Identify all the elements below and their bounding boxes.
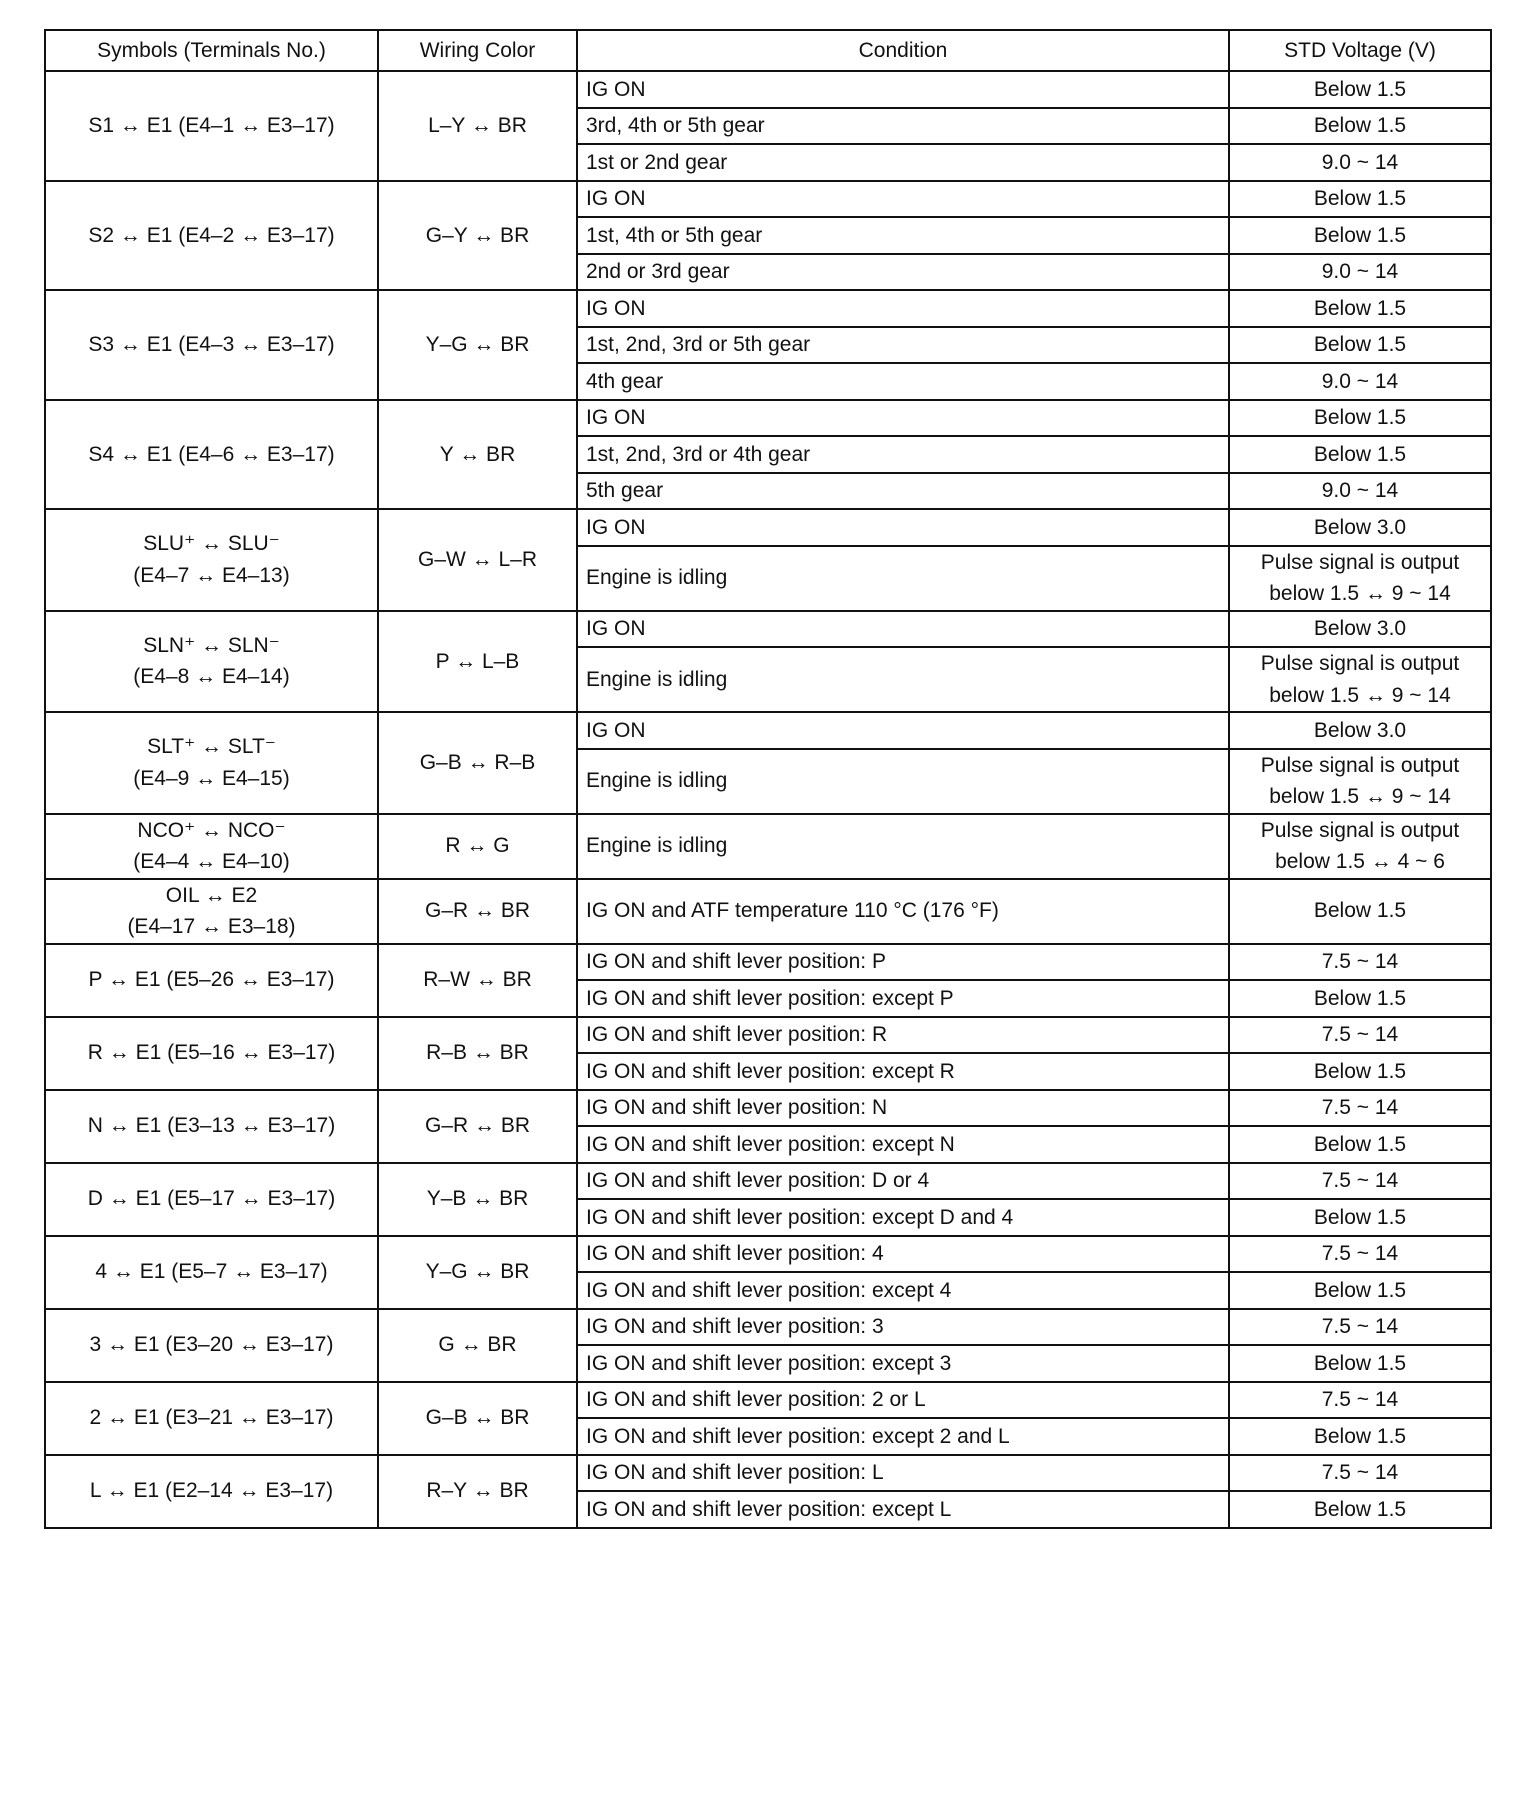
table-row: [45, 611, 1491, 648]
std-voltage-cell: [1229, 879, 1491, 944]
table-body: [45, 71, 1491, 1528]
condition-cell: IG ON: [577, 400, 1229, 437]
voltage-text: Below 1.5: [1313, 1205, 1407, 1229]
symbol-text: P ↔ E1 (E5–26 ↔ E3–17): [88, 968, 335, 992]
voltage-text: Below 1.5: [1313, 1278, 1407, 1302]
symbol-cell: [45, 1309, 378, 1382]
condition-cell: 1st, 2nd, 3rd or 5th gear: [577, 327, 1229, 364]
voltage-text: Below 1.5: [1313, 1132, 1407, 1156]
voltage-text: below 1.5 ↔ 9 ~ 14: [1269, 582, 1451, 605]
ecu-terminal-voltage-table: [44, 29, 1492, 1529]
symbol-text: R ↔ E1 (E5–16 ↔ E3–17): [87, 1041, 336, 1065]
wiring-color-cell: Y–G ↔ BR: [378, 290, 577, 400]
condition-cell: IG ON and shift lever position: 3: [577, 1309, 1229, 1346]
symbol-text: (E4–4 ↔ E4–10): [133, 850, 290, 873]
std-voltage-cell: [1229, 71, 1491, 108]
voltage-text: 9.0 ~ 14: [1321, 479, 1399, 502]
wiring-color-cell: G–R ↔ BR: [378, 1090, 577, 1163]
symbol-text: (E4–17 ↔ E3–18): [127, 915, 296, 938]
std-voltage-cell: [1229, 712, 1491, 749]
wiring-color-cell: Y ↔ BR: [378, 400, 577, 510]
voltage-text: Pulse signal is output: [1260, 652, 1460, 675]
voltage-text: 7.5 ~ 14: [1321, 1023, 1399, 1046]
symbol-text: N ↔ E1 (E3–13 ↔ E3–17): [87, 1114, 336, 1138]
voltage-text: 7.5 ~ 14: [1321, 1461, 1399, 1484]
symbol-text: D ↔ E1 (E5–17 ↔ E3–17): [87, 1187, 336, 1211]
voltage-text: Pulse signal is output: [1260, 550, 1460, 574]
header-wiring-color: Wiring Color: [378, 30, 577, 71]
table-row: [45, 1236, 1491, 1273]
condition-cell: IG ON: [577, 611, 1229, 648]
condition-cell: IG ON and shift lever position: except D and 4: [577, 1199, 1229, 1236]
voltage-text: Below 1.5: [1313, 1059, 1407, 1083]
symbol-text: SLU⁺ ↔ SLU⁻: [143, 532, 280, 556]
condition-cell: IG ON and shift lever position: N: [577, 1090, 1229, 1127]
symbol-text: 4 ↔ E1 (E5–7 ↔ E3–17): [95, 1260, 328, 1284]
wiring-color-cell: Y–B ↔ BR: [378, 1163, 577, 1236]
table-row: [45, 1163, 1491, 1200]
symbol-cell: [45, 611, 378, 713]
condition-cell: IG ON: [577, 509, 1229, 546]
condition-cell: IG ON and shift lever position: L: [577, 1455, 1229, 1492]
voltage-text: Below 3.0: [1313, 617, 1407, 640]
std-voltage-cell: [1229, 1491, 1491, 1528]
symbol-text: (E4–9 ↔ E4–15): [133, 766, 290, 790]
std-voltage-cell: [1229, 1455, 1491, 1492]
wiring-color-cell: R–Y ↔ BR: [378, 1455, 577, 1528]
header-std-voltage: STD Voltage (V): [1229, 30, 1491, 71]
condition-cell: IG ON and shift lever position: R: [577, 1017, 1229, 1054]
std-voltage-cell: [1229, 611, 1491, 648]
wiring-color-cell: R–W ↔ BR: [378, 944, 577, 1017]
voltage-text: 9.0 ~ 14: [1321, 150, 1399, 174]
voltage-text: below 1.5 ↔ 4 ~ 6: [1275, 850, 1445, 873]
symbol-text: S2 ↔ E1 (E4–2 ↔ E3–17): [88, 223, 335, 247]
std-voltage-cell: [1229, 1090, 1491, 1127]
voltage-text: Below 3.0: [1313, 718, 1407, 742]
voltage-text: Below 1.5: [1313, 1351, 1407, 1375]
voltage-text: 9.0 ~ 14: [1321, 260, 1399, 283]
voltage-text: Below 1.5: [1313, 1497, 1407, 1521]
voltage-text: Below 3.0: [1313, 515, 1407, 539]
condition-cell: IG ON and shift lever position: D or 4: [577, 1163, 1229, 1200]
symbol-cell: [45, 400, 378, 510]
symbol-text: 2 ↔ E1 (E3–21 ↔ E3–17): [89, 1406, 334, 1430]
condition-cell: IG ON and shift lever position: except 2 and L: [577, 1418, 1229, 1455]
wiring-color-cell: G ↔ BR: [378, 1309, 577, 1382]
voltage-text: Below 1.5: [1313, 296, 1407, 320]
std-voltage-cell: [1229, 363, 1491, 400]
std-voltage-cell: [1229, 1163, 1491, 1200]
std-voltage-cell: [1229, 1272, 1491, 1309]
symbol-cell: [45, 181, 378, 291]
voltage-text: Below 1.5: [1313, 442, 1407, 466]
table-row: [45, 1309, 1491, 1346]
voltage-text: 7.5 ~ 14: [1321, 950, 1399, 973]
std-voltage-cell: [1229, 1382, 1491, 1419]
symbol-text: OIL ↔ E2: [165, 883, 258, 907]
voltage-text: Pulse signal is output: [1260, 753, 1460, 777]
table-row: [45, 1455, 1491, 1492]
voltage-text: 7.5 ~ 14: [1321, 1242, 1399, 1265]
condition-cell: Engine is idling: [577, 749, 1229, 814]
symbol-cell: [45, 1163, 378, 1236]
std-voltage-cell: [1229, 1418, 1491, 1455]
std-voltage-cell: [1229, 400, 1491, 437]
symbol-cell: [45, 1455, 378, 1528]
std-voltage-cell: [1229, 217, 1491, 254]
std-voltage-cell: [1229, 546, 1491, 611]
std-voltage-cell: [1229, 944, 1491, 981]
condition-cell: IG ON and shift lever position: except L: [577, 1491, 1229, 1528]
symbol-cell: [45, 290, 378, 400]
voltage-text: 9.0 ~ 14: [1321, 369, 1399, 393]
condition-cell: IG ON: [577, 290, 1229, 327]
std-voltage-cell: [1229, 647, 1491, 712]
condition-cell: 5th gear: [577, 473, 1229, 510]
header-condition: Condition: [577, 30, 1229, 71]
wiring-color-cell: G–B ↔ R–B: [378, 712, 577, 814]
voltage-text: Below 1.5: [1313, 1424, 1407, 1448]
std-voltage-cell: [1229, 814, 1491, 879]
std-voltage-cell: [1229, 1017, 1491, 1054]
table-row: [45, 181, 1491, 218]
table-row: [45, 814, 1491, 879]
symbol-text: NCO⁺ ↔ NCO⁻: [137, 818, 286, 842]
voltage-text: below 1.5 ↔ 9 ~ 14: [1269, 785, 1451, 808]
table-row: [45, 712, 1491, 749]
condition-cell: IG ON: [577, 712, 1229, 749]
table-row: [45, 879, 1491, 944]
symbol-cell: [45, 1090, 378, 1163]
wiring-color-cell: G–Y ↔ BR: [378, 181, 577, 291]
condition-cell: Engine is idling: [577, 546, 1229, 611]
symbol-cell: [45, 879, 378, 944]
wiring-color-cell: R–B ↔ BR: [378, 1017, 577, 1090]
voltage-text: 7.5 ~ 14: [1321, 1169, 1399, 1192]
condition-cell: 2nd or 3rd gear: [577, 254, 1229, 291]
wiring-color-cell: G–R ↔ BR: [378, 879, 577, 944]
condition-cell: IG ON: [577, 181, 1229, 218]
voltage-text: Pulse signal is output: [1260, 818, 1460, 842]
condition-cell: Engine is idling: [577, 647, 1229, 712]
table-row: [45, 944, 1491, 981]
symbol-text: L ↔ E1 (E2–14 ↔ E3–17): [89, 1479, 334, 1503]
symbol-cell: [45, 71, 378, 181]
symbol-text: SLT⁺ ↔ SLT⁻: [147, 735, 276, 759]
voltage-text: Below 1.5: [1313, 406, 1407, 429]
condition-cell: IG ON and shift lever position: except R: [577, 1053, 1229, 1090]
voltage-text: Below 1.5: [1313, 899, 1407, 923]
voltage-text: 7.5 ~ 14: [1321, 1315, 1399, 1338]
voltage-text: 7.5 ~ 14: [1321, 1096, 1399, 1119]
table-row: [45, 290, 1491, 327]
voltage-text: Below 1.5: [1313, 333, 1407, 356]
table-header: [45, 30, 1491, 71]
std-voltage-cell: [1229, 1199, 1491, 1236]
std-voltage-cell: [1229, 181, 1491, 218]
std-voltage-cell: [1229, 509, 1491, 546]
voltage-text: Below 1.5: [1313, 223, 1407, 247]
table-row: [45, 400, 1491, 437]
wiring-color-cell: R ↔ G: [378, 814, 577, 879]
std-voltage-cell: [1229, 327, 1491, 364]
std-voltage-cell: [1229, 1053, 1491, 1090]
std-voltage-cell: [1229, 1309, 1491, 1346]
std-voltage-cell: [1229, 108, 1491, 145]
condition-cell: IG ON and shift lever position: 2 or L: [577, 1382, 1229, 1419]
condition-cell: IG ON and shift lever position: except 4: [577, 1272, 1229, 1309]
condition-cell: 3rd, 4th or 5th gear: [577, 108, 1229, 145]
table-row: [45, 509, 1491, 546]
wiring-color-cell: Y–G ↔ BR: [378, 1236, 577, 1309]
condition-cell: IG ON and shift lever position: except 3: [577, 1345, 1229, 1382]
wiring-color-cell: G–W ↔ L–R: [378, 509, 577, 611]
condition-cell: Engine is idling: [577, 814, 1229, 879]
voltage-text: Below 1.5: [1313, 187, 1407, 210]
table-row: [45, 1382, 1491, 1419]
std-voltage-cell: [1229, 144, 1491, 181]
condition-cell: 4th gear: [577, 363, 1229, 400]
std-voltage-cell: [1229, 980, 1491, 1017]
std-voltage-cell: [1229, 473, 1491, 510]
symbol-text: S1 ↔ E1 (E4–1 ↔ E3–17): [88, 114, 335, 137]
symbol-cell: [45, 814, 378, 879]
symbol-cell: [45, 944, 378, 1017]
condition-cell: IG ON and ATF temperature 110 °C (176 °F): [577, 879, 1229, 944]
header-symbols: Symbols (Terminals No.): [45, 30, 378, 71]
std-voltage-cell: [1229, 749, 1491, 814]
condition-cell: 1st, 2nd, 3rd or 4th gear: [577, 436, 1229, 473]
symbol-cell: [45, 712, 378, 814]
voltage-text: 7.5 ~ 14: [1321, 1388, 1399, 1411]
condition-cell: 1st, 4th or 5th gear: [577, 217, 1229, 254]
voltage-text: Below 1.5: [1313, 77, 1407, 101]
table-row: [45, 1090, 1491, 1127]
symbol-text: S4 ↔ E1 (E4–6 ↔ E3–17): [88, 442, 335, 466]
wiring-color-cell: G–B ↔ BR: [378, 1382, 577, 1455]
wiring-color-cell: L–Y ↔ BR: [378, 71, 577, 181]
condition-cell: IG ON: [577, 71, 1229, 108]
symbol-cell: [45, 1236, 378, 1309]
voltage-text: Below 1.5: [1313, 114, 1407, 137]
std-voltage-cell: [1229, 290, 1491, 327]
symbol-text: (E4–8 ↔ E4–14): [133, 665, 290, 689]
condition-cell: IG ON and shift lever position: P: [577, 944, 1229, 981]
std-voltage-cell: [1229, 1126, 1491, 1163]
table-row: [45, 71, 1491, 108]
std-voltage-cell: [1229, 1345, 1491, 1382]
std-voltage-cell: [1229, 1236, 1491, 1273]
symbol-text: (E4–7 ↔ E4–13): [133, 563, 290, 587]
table-row: [45, 1017, 1491, 1054]
condition-cell: 1st or 2nd gear: [577, 144, 1229, 181]
symbol-text: SLN⁺ ↔ SLN⁻: [143, 633, 280, 657]
voltage-text: Below 1.5: [1313, 986, 1407, 1010]
std-voltage-cell: [1229, 254, 1491, 291]
symbol-text: S3 ↔ E1 (E4–3 ↔ E3–17): [88, 333, 335, 356]
symbol-text: 3 ↔ E1 (E3–20 ↔ E3–17): [89, 1333, 334, 1357]
header-row: [45, 30, 1491, 71]
wiring-color-cell: P ↔ L–B: [378, 611, 577, 713]
std-voltage-cell: [1229, 436, 1491, 473]
symbol-cell: [45, 509, 378, 611]
voltage-text: below 1.5 ↔ 9 ~ 14: [1269, 683, 1451, 707]
symbol-cell: [45, 1382, 378, 1455]
condition-cell: IG ON and shift lever position: except P: [577, 980, 1229, 1017]
symbol-cell: [45, 1017, 378, 1090]
condition-cell: IG ON and shift lever position: except N: [577, 1126, 1229, 1163]
condition-cell: IG ON and shift lever position: 4: [577, 1236, 1229, 1273]
